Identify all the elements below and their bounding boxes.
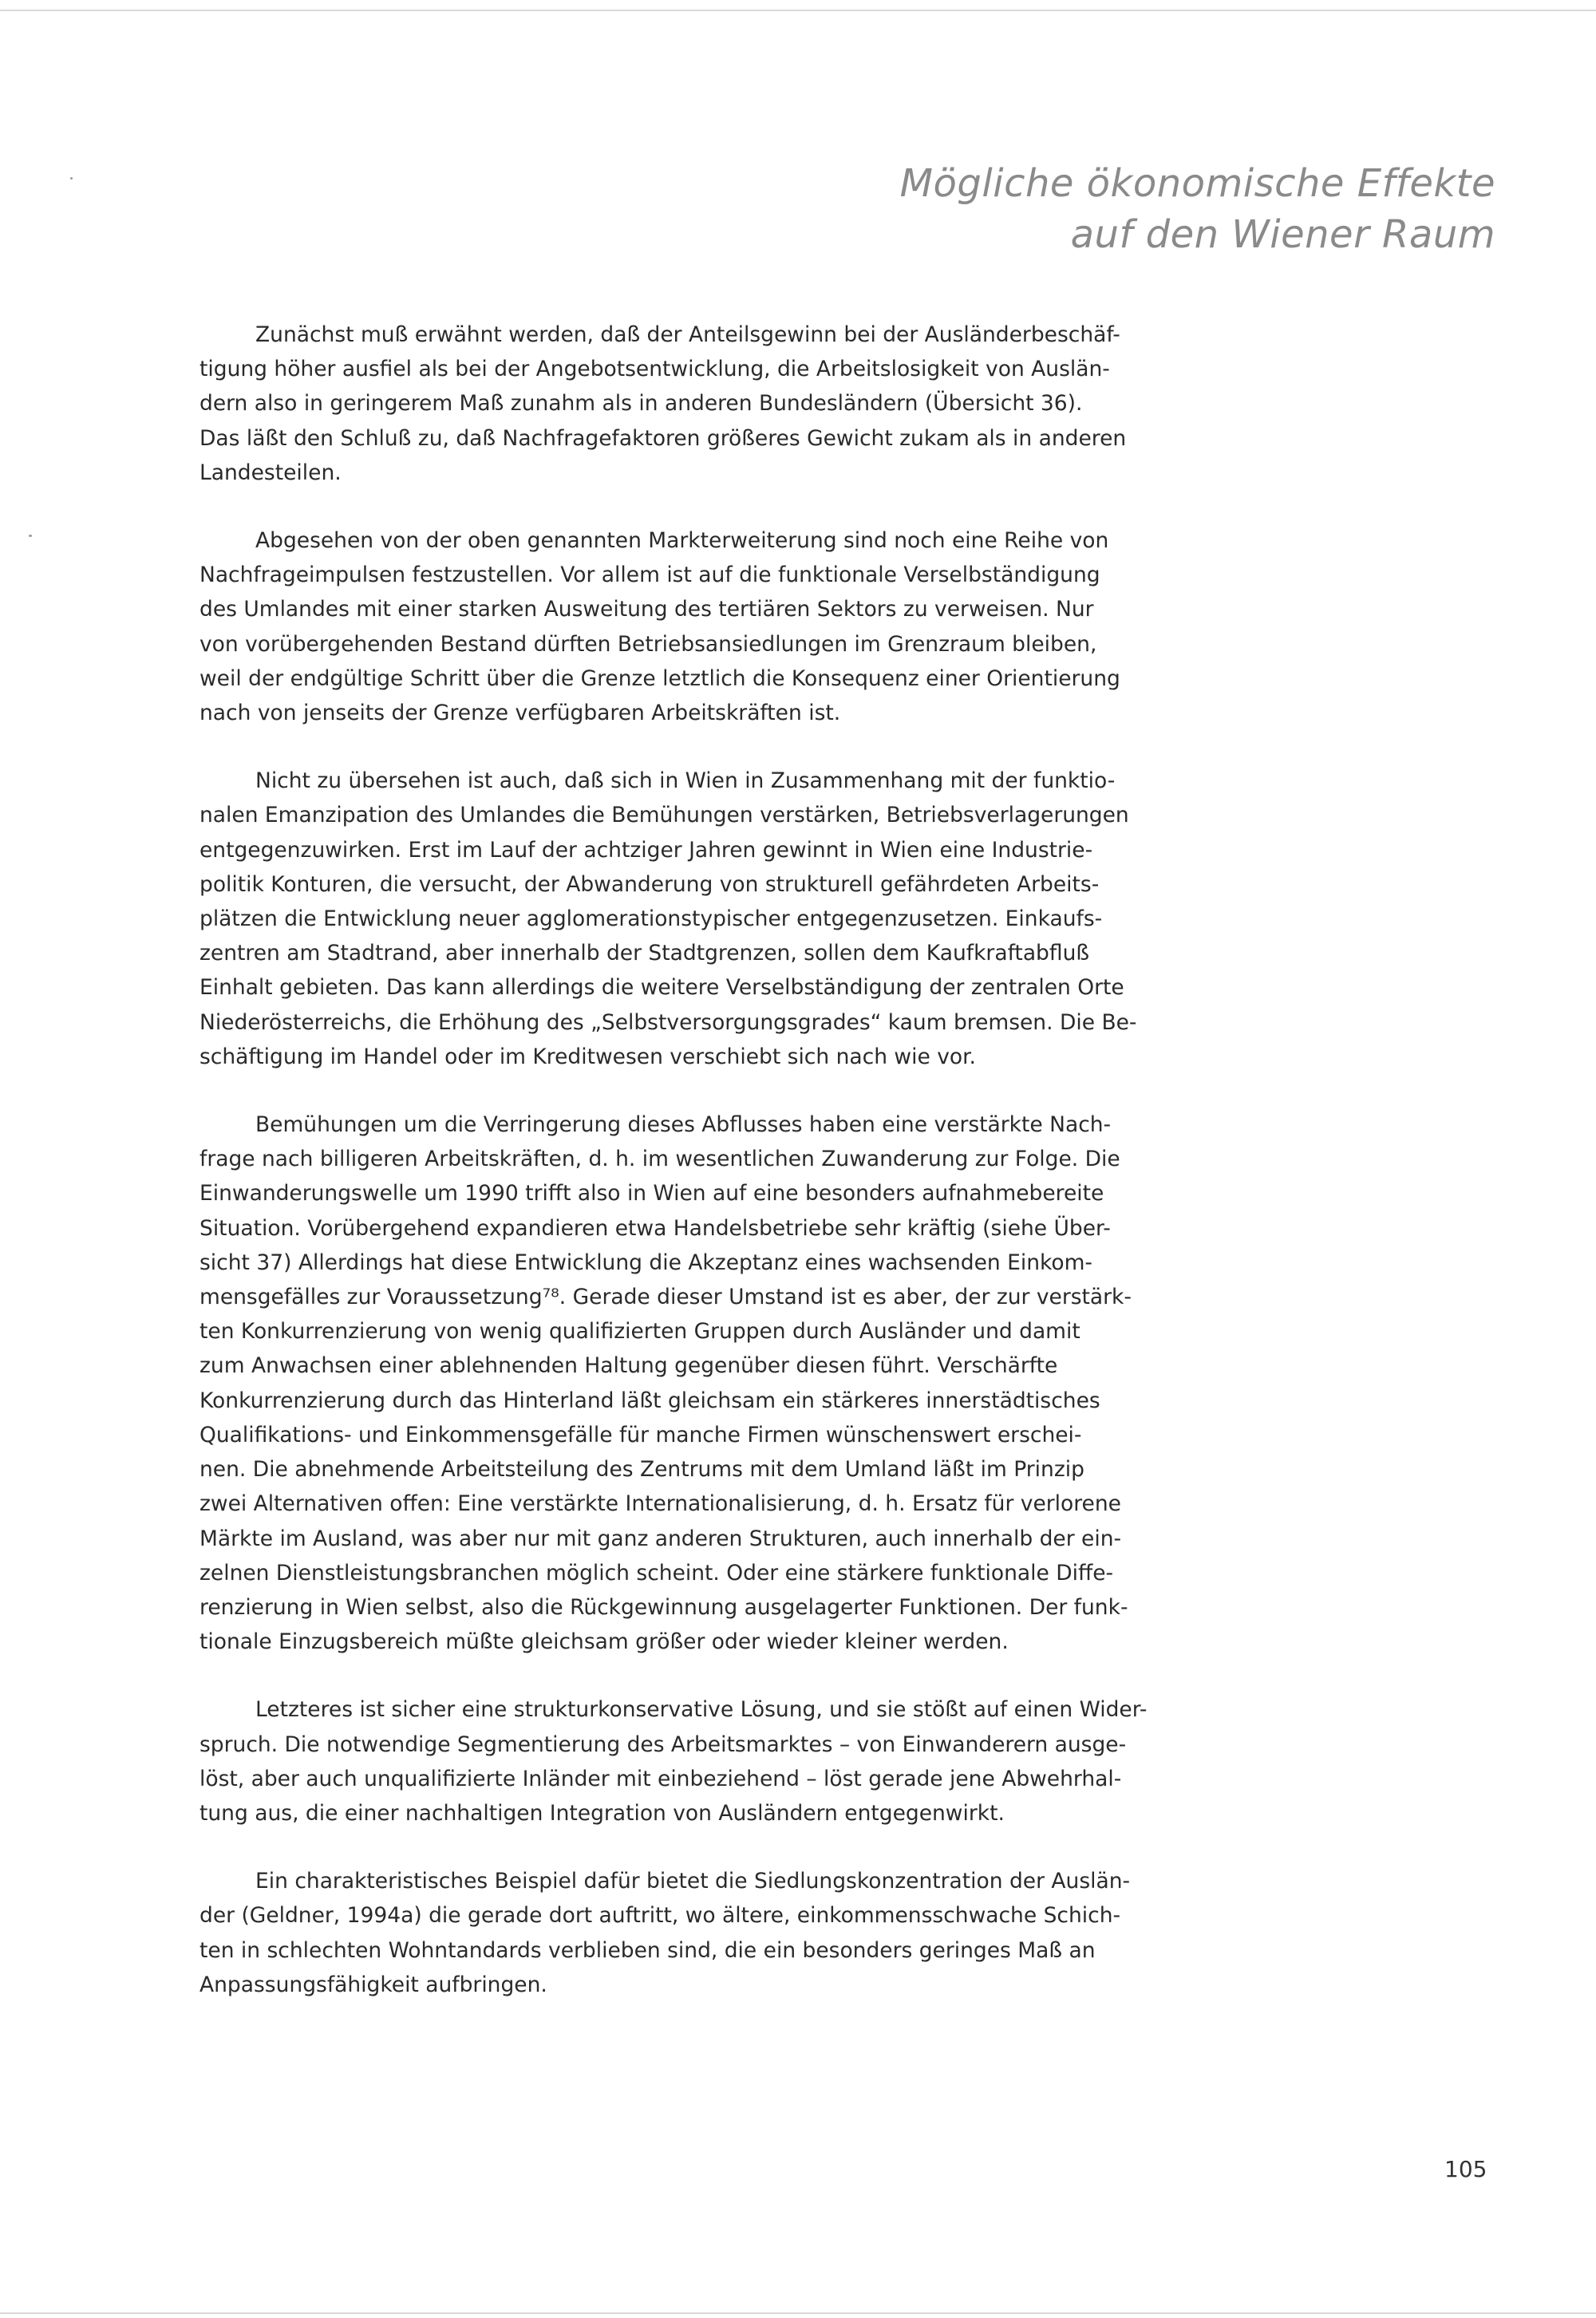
text-line: Einwanderungswelle um 1990 trifft also in Wien auf eine besonders aufnahmebereite: [200, 1181, 1104, 1206]
text-line: Situation. Vorübergehend expandieren etwa Handelsbetriebe sehr kräftig (siehe Über-: [200, 1215, 1111, 1241]
text-line: zwei Alternativen offen: Eine verstärkte Internationalisierung, d. h. Ersatz für verlorene: [200, 1491, 1121, 1517]
text-line: nalen Emanzipation des Umlandes die Bemühungen verstärken, Betriebsverlagerungen: [200, 803, 1129, 828]
text-line: Bemühungen um die Verringerung dieses Abflusses haben eine verstärkte Nach-: [255, 1112, 1112, 1138]
text-line: schäftigung im Handel oder im Kreditwesen verschiebt sich nach wie vor.: [200, 1044, 976, 1069]
text-line: zelnen Dienstleistungsbranchen möglich scheint. Oder eine stärkere funktionale Diffe-: [200, 1560, 1114, 1585]
text-line: Das läßt den Schluß zu, daß Nachfragefaktoren größeres Gewicht zukam als in anderen: [200, 425, 1127, 451]
text-line: dern also in geringerem Maß zunahm als in anderen Bundesländern (Übersicht 36).: [200, 391, 1083, 417]
body-text: [200, 318, 1148, 2036]
text-line: zentren am Stadtrand, aber innerhalb der Stadtgrenzen, sollen dem Kaufkraftabfluß: [200, 941, 1090, 966]
text-line: entgegenzuwirken. Erst im Lauf der achtziger Jahren gewinnt in Wien eine Industrie-: [200, 837, 1093, 863]
text-line: spruch. Die notwendige Segmentierung des Arbeitsmarktes – von Einwanderern ausge-: [200, 1732, 1127, 1757]
paragraph-6: [200, 1864, 1145, 2002]
text-line: mensgefälles zur Voraussetzung⁷⁸. Gerade dieser Umstand ist es aber, der zur verstärk-: [200, 1285, 1132, 1310]
text-line: tung aus, die einer nachhaltigen Integration von Ausländern entgegenwirkt.: [200, 1800, 1005, 1826]
paragraph-1: [200, 318, 1145, 490]
text-line: Konkurrenzierung durch das Hinterland läßt gleichsam ein stärkeres innerstädtisches: [200, 1388, 1100, 1413]
text-line: plätzen die Entwicklung neuer agglomerationstypischer entgegenzusetzen. Einkaufs-: [200, 906, 1103, 932]
text-line: zum Anwachsen einer ablehnenden Haltung gegenüber diesen führt. Verschärfte: [200, 1353, 1058, 1379]
text-line: politik Konturen, die versucht, der Abwanderung von strukturell gefährdeten Arbeits-: [200, 871, 1100, 897]
text-line: des Umlandes mit einer starken Ausweitung des tertiären Sektors zu verweisen. Nur: [200, 597, 1094, 622]
text-line: frage nach billigeren Arbeitskräften, d. h. im wesentlichen Zuwanderung zur Folge. Die: [200, 1147, 1120, 1172]
text-line: nen. Die abnehmende Arbeitsteilung des Zentrums mit dem Umland läßt im Prinzip: [200, 1457, 1084, 1483]
section-title-line-1: Mögliche ökonomische Effekte: [899, 161, 1495, 206]
text-line: Einhalt gebieten. Das kann allerdings die weitere Verselbständigung der zentralen Orte: [200, 975, 1124, 1001]
text-line: renzierung in Wien selbst, also die Rückgewinnung ausgelagerter Funktionen. Der funk-: [200, 1594, 1128, 1620]
text-line: löst, aber auch unqualifizierte Inländer mit einbeziehend – löst gerade jene Abwehrhal-: [200, 1766, 1122, 1791]
text-line: Letzteres ist sicher eine strukturkonservative Lösung, und sie stößt auf einen Wider-: [255, 1697, 1148, 1723]
text-line: Qualifikations- und Einkommensgefälle für manche Firmen wünschenswert erschei-: [200, 1422, 1082, 1447]
section-title: [900, 158, 1495, 260]
text-line: Niederösterreichs, die Erhöhung des „Selbstversorgungsgrades“ kaum bremsen. Die Be-: [200, 1009, 1137, 1035]
section-title-line-2: auf den Wiener Raum: [1070, 212, 1495, 257]
text-line: der (Geldner, 1994a) die gerade dort auftritt, wo ältere, einkommensschwache Schich-: [200, 1903, 1121, 1929]
text-line: Märkte im Ausland, was aber nur mit ganz anderen Strukturen, auch innerhalb der ein-: [200, 1526, 1122, 1551]
scan-speck: [70, 177, 73, 180]
scan-edge-top: [0, 10, 1596, 11]
paragraph-4: [200, 1108, 1145, 1659]
paragraph-5: [200, 1692, 1148, 1830]
text-line: von vorübergehenden Bestand dürften Betriebsansiedlungen im Grenzraum bleiben,: [200, 631, 1097, 657]
page-number: 105: [1444, 2156, 1487, 2182]
text-line: Nicht zu übersehen ist auch, daß sich in Wien in Zusammenhang mit der funktio-: [255, 768, 1116, 794]
text-line: Zunächst muß erwähnt werden, daß der Anteilsgewinn bei der Ausländerbeschäf-: [255, 322, 1120, 347]
text-line: Abgesehen von der oben genannten Markterweiterung sind noch eine Reihe von: [255, 528, 1109, 554]
text-line: sicht 37) Allerdings hat diese Entwicklung die Akzeptanz eines wachsenden Einkom-: [200, 1250, 1092, 1275]
paragraph-2: [200, 523, 1145, 730]
scan-speck: [29, 535, 32, 537]
text-line: Landesteilen.: [200, 460, 342, 485]
scan-edge-bottom: [0, 2312, 1596, 2314]
text-line: Nachfrageimpulsen festzustellen. Vor allem ist auf die funktionale Verselbständigung: [200, 563, 1100, 588]
paragraph-3: [200, 764, 1145, 1074]
text-line: weil der endgültige Schritt über die Grenze letztlich die Konsequenz einer Orientierung: [200, 665, 1120, 691]
text-line: Ein charakteristisches Beispiel dafür bietet die Siedlungskonzentration der Auslän-: [255, 1869, 1131, 1894]
text-line: ten in schlechten Wohntandards verblieben sind, die ein besonders geringes Maß an: [200, 1937, 1096, 1963]
text-line: tigung höher ausfiel als bei der Angebotsentwicklung, die Arbeitslosigkeit von Auslän-: [200, 357, 1110, 382]
text-line: nach von jenseits der Grenze verfügbaren Arbeitskräften ist.: [200, 701, 841, 726]
text-line: Anpassungsfähigkeit aufbringen.: [200, 1972, 547, 1997]
text-line: tionale Einzugsbereich müßte gleichsam größer oder wieder kleiner werden.: [200, 1629, 1009, 1655]
text-line: ten Konkurrenzierung von wenig qualifizierten Gruppen durch Ausländer und damit: [200, 1319, 1080, 1345]
